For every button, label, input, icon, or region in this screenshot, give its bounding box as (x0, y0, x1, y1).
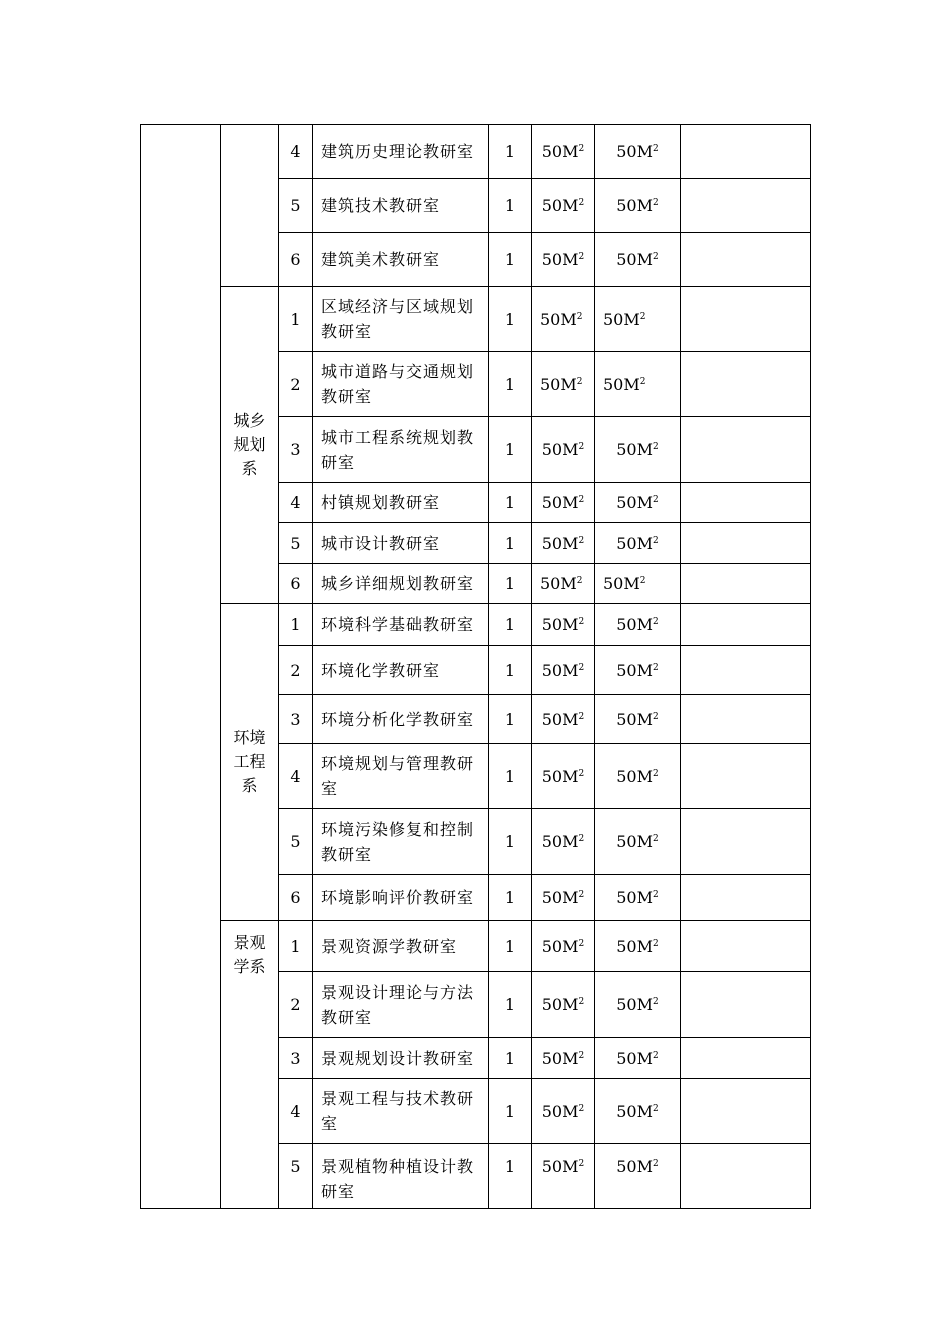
row-number: 5 (279, 1144, 313, 1209)
area-actual (595, 695, 681, 744)
department-name: 城乡规划系 (233, 411, 266, 478)
room-name: 城市道路与交通规划教研室 (313, 352, 489, 417)
office-allocation-table (140, 124, 811, 1209)
area-value: 50M (541, 1157, 579, 1176)
area-unit-exponent: 2 (653, 1050, 659, 1061)
room-count: 1 (489, 744, 532, 809)
room-name: 环境化学教研室 (313, 646, 489, 695)
area-standard (532, 564, 595, 604)
table-row (141, 125, 811, 179)
area-unit-exponent: 2 (653, 1103, 659, 1114)
room-count: 1 (489, 564, 532, 604)
area-standard (532, 125, 595, 179)
area-value: 50M (616, 888, 653, 907)
area-actual (595, 287, 681, 352)
area-unit-exponent: 2 (578, 1050, 585, 1061)
area-standard (532, 695, 595, 744)
area-unit-exponent: 2 (653, 997, 659, 1007)
row-number: 4 (279, 125, 313, 179)
area-value: 50M (541, 533, 579, 553)
area-value: 50M (616, 142, 653, 161)
remarks-cell (681, 233, 811, 287)
row-number: 4 (279, 1079, 313, 1144)
area-actual (595, 564, 681, 604)
area-value: 50M (616, 615, 653, 634)
row-number: 3 (279, 417, 313, 483)
area-unit-exponent: 2 (653, 834, 659, 844)
area-unit-exponent: 2 (576, 311, 583, 322)
area-actual (595, 523, 681, 564)
row-number: 5 (279, 523, 313, 564)
area-unit-exponent: 2 (578, 834, 585, 844)
area-value: 50M (616, 1157, 653, 1176)
area-value: 50M (541, 615, 579, 634)
area-value: 50M (541, 936, 579, 956)
room-name: 景观设计理论与方法教研室 (313, 972, 489, 1038)
area-standard (532, 483, 595, 523)
area-standard (532, 604, 595, 646)
area-actual (595, 1144, 681, 1209)
area-standard (532, 417, 595, 483)
area-value: 50M (541, 888, 579, 907)
area-value: 50M (616, 533, 653, 553)
area-value: 50M (541, 995, 579, 1014)
area-value: 50M (541, 1048, 579, 1068)
room-count: 1 (489, 233, 532, 287)
area-standard (532, 744, 595, 809)
area-standard (532, 809, 595, 875)
room-count: 1 (489, 972, 532, 1038)
row-number: 1 (279, 604, 313, 646)
room-count: 1 (489, 417, 532, 483)
area-unit-exponent: 2 (578, 662, 585, 673)
area-actual (595, 921, 681, 972)
area-value: 50M (541, 250, 579, 269)
remarks-cell (681, 352, 811, 417)
area-value: 50M (540, 309, 577, 329)
area-unit-exponent: 2 (653, 617, 659, 627)
area-unit-exponent: 2 (578, 768, 585, 779)
area-standard (532, 875, 595, 921)
area-actual (595, 646, 681, 695)
department-cell (221, 125, 279, 287)
row-number: 3 (279, 1038, 313, 1079)
room-count: 1 (489, 287, 532, 352)
remarks-cell (681, 564, 811, 604)
area-value: 50M (616, 440, 653, 459)
area-unit-exponent: 2 (576, 576, 583, 586)
area-standard (532, 646, 595, 695)
area-unit-exponent: 2 (578, 144, 585, 154)
area-actual (595, 125, 681, 179)
room-count: 1 (489, 809, 532, 875)
area-unit-exponent: 2 (653, 890, 659, 900)
area-value: 50M (541, 440, 579, 459)
area-unit-exponent: 2 (578, 997, 585, 1007)
department-name: 环境工程系 (233, 728, 266, 795)
area-value: 50M (616, 1101, 653, 1121)
remarks-cell (681, 604, 811, 646)
area-standard (532, 287, 595, 352)
department-cell (221, 604, 279, 921)
room-count: 1 (489, 352, 532, 417)
area-value: 50M (541, 832, 579, 851)
area-value: 50M (603, 374, 640, 394)
area-actual (595, 483, 681, 523)
area-unit-exponent: 2 (653, 938, 659, 949)
area-value: 50M (540, 574, 577, 593)
room-name: 建筑技术教研室 (313, 179, 489, 233)
room-name: 环境分析化学教研室 (313, 695, 489, 744)
area-unit-exponent: 2 (653, 535, 659, 546)
area-unit-exponent: 2 (578, 442, 585, 452)
area-value: 50M (616, 936, 653, 956)
area-actual (595, 1038, 681, 1079)
row-number: 1 (279, 921, 313, 972)
area-unit-exponent: 2 (578, 938, 585, 949)
area-standard (532, 179, 595, 233)
remarks-cell (681, 179, 811, 233)
table-body (141, 125, 811, 1209)
area-unit-exponent: 2 (653, 768, 659, 779)
row-number: 2 (279, 352, 313, 417)
room-name: 建筑历史理论教研室 (313, 125, 489, 179)
area-actual (595, 352, 681, 417)
remarks-cell (681, 125, 811, 179)
remarks-cell (681, 1038, 811, 1079)
area-standard (532, 523, 595, 564)
area-value: 50M (616, 660, 653, 680)
area-unit-exponent: 2 (653, 442, 659, 452)
area-actual (595, 972, 681, 1038)
area-unit-exponent: 2 (653, 1159, 659, 1169)
area-value: 50M (616, 250, 653, 269)
room-name: 城市工程系统规划教研室 (313, 417, 489, 483)
remarks-cell (681, 695, 811, 744)
remarks-cell (681, 972, 811, 1038)
area-standard (532, 1144, 595, 1209)
area-standard (532, 1038, 595, 1079)
table-row (141, 287, 811, 352)
room-count: 1 (489, 604, 532, 646)
area-unit-exponent: 2 (578, 890, 585, 900)
area-unit-exponent: 2 (576, 376, 583, 387)
remarks-cell (681, 417, 811, 483)
room-name: 城乡详细规划教研室 (313, 564, 489, 604)
area-standard (532, 921, 595, 972)
area-actual (595, 809, 681, 875)
area-actual (595, 744, 681, 809)
college-cell (141, 125, 221, 1209)
department-cell (221, 921, 279, 1209)
area-value: 50M (616, 709, 653, 729)
area-value: 50M (541, 1101, 579, 1121)
room-count: 1 (489, 921, 532, 972)
area-standard (532, 1079, 595, 1144)
area-value: 50M (541, 766, 579, 786)
area-unit-exponent: 2 (653, 662, 659, 673)
remarks-cell (681, 523, 811, 564)
area-standard (532, 352, 595, 417)
room-name: 区域经济与区域规划教研室 (313, 287, 489, 352)
remarks-cell (681, 921, 811, 972)
area-unit-exponent: 2 (578, 1159, 585, 1169)
area-unit-exponent: 2 (653, 495, 659, 505)
area-unit-exponent: 2 (578, 198, 585, 208)
row-number: 6 (279, 564, 313, 604)
row-number: 4 (279, 744, 313, 809)
area-unit-exponent: 2 (653, 198, 659, 208)
room-name: 城市设计教研室 (313, 523, 489, 564)
room-count: 1 (489, 1144, 532, 1209)
area-unit-exponent: 2 (578, 535, 585, 546)
row-number: 2 (279, 646, 313, 695)
row-number: 3 (279, 695, 313, 744)
room-name: 景观资源学教研室 (313, 921, 489, 972)
room-name: 村镇规划教研室 (313, 483, 489, 523)
area-standard (532, 972, 595, 1038)
room-count: 1 (489, 646, 532, 695)
row-number: 6 (279, 875, 313, 921)
area-actual (595, 604, 681, 646)
area-value: 50M (616, 766, 653, 786)
department-name: 景观学系 (233, 933, 266, 976)
area-unit-exponent: 2 (639, 576, 646, 586)
remarks-cell (681, 287, 811, 352)
room-count: 1 (489, 125, 532, 179)
room-count: 1 (489, 1079, 532, 1144)
area-value: 50M (541, 709, 579, 729)
area-unit-exponent: 2 (578, 495, 585, 505)
department-cell (221, 287, 279, 604)
remarks-cell (681, 483, 811, 523)
area-value: 50M (603, 574, 640, 593)
table-row (141, 604, 811, 646)
room-count: 1 (489, 695, 532, 744)
area-actual (595, 179, 681, 233)
area-actual (595, 1079, 681, 1144)
area-value: 50M (541, 493, 579, 512)
area-value: 50M (616, 995, 653, 1014)
area-value: 50M (616, 1048, 653, 1068)
room-name: 建筑美术教研室 (313, 233, 489, 287)
room-name: 环境影响评价教研室 (313, 875, 489, 921)
row-number: 4 (279, 483, 313, 523)
area-unit-exponent: 2 (653, 252, 659, 262)
area-value: 50M (541, 142, 579, 161)
area-actual (595, 233, 681, 287)
area-value: 50M (616, 196, 653, 215)
room-name: 环境污染修复和控制教研室 (313, 809, 489, 875)
row-number: 5 (279, 179, 313, 233)
remarks-cell (681, 646, 811, 695)
room-name: 景观工程与技术教研室 (313, 1079, 489, 1144)
area-value: 50M (616, 493, 653, 512)
row-number: 6 (279, 233, 313, 287)
row-number: 5 (279, 809, 313, 875)
room-name: 环境规划与管理教研室 (313, 744, 489, 809)
room-name: 环境科学基础教研室 (313, 604, 489, 646)
area-unit-exponent: 2 (578, 252, 585, 262)
room-name: 景观规划设计教研室 (313, 1038, 489, 1079)
room-name: 景观植物种植设计教研室 (313, 1144, 489, 1209)
area-unit-exponent: 2 (639, 376, 646, 387)
area-value: 50M (541, 660, 579, 680)
area-value: 50M (540, 374, 577, 394)
area-actual (595, 417, 681, 483)
area-unit-exponent: 2 (578, 1103, 585, 1114)
remarks-cell (681, 875, 811, 921)
remarks-cell (681, 809, 811, 875)
area-standard (532, 233, 595, 287)
area-unit-exponent: 2 (653, 144, 659, 154)
row-number: 2 (279, 972, 313, 1038)
room-count: 1 (489, 875, 532, 921)
area-actual (595, 875, 681, 921)
room-count: 1 (489, 483, 532, 523)
area-unit-exponent: 2 (653, 711, 659, 722)
remarks-cell (681, 1079, 811, 1144)
area-unit-exponent: 2 (578, 711, 585, 722)
room-count: 1 (489, 1038, 532, 1079)
remarks-cell (681, 1144, 811, 1209)
room-count: 1 (489, 179, 532, 233)
area-value: 50M (603, 309, 640, 329)
area-unit-exponent: 2 (578, 617, 585, 627)
table-row (141, 921, 811, 972)
area-value: 50M (541, 196, 579, 215)
area-value: 50M (616, 832, 653, 851)
area-unit-exponent: 2 (639, 311, 646, 322)
room-count: 1 (489, 523, 532, 564)
remarks-cell (681, 744, 811, 809)
row-number: 1 (279, 287, 313, 352)
